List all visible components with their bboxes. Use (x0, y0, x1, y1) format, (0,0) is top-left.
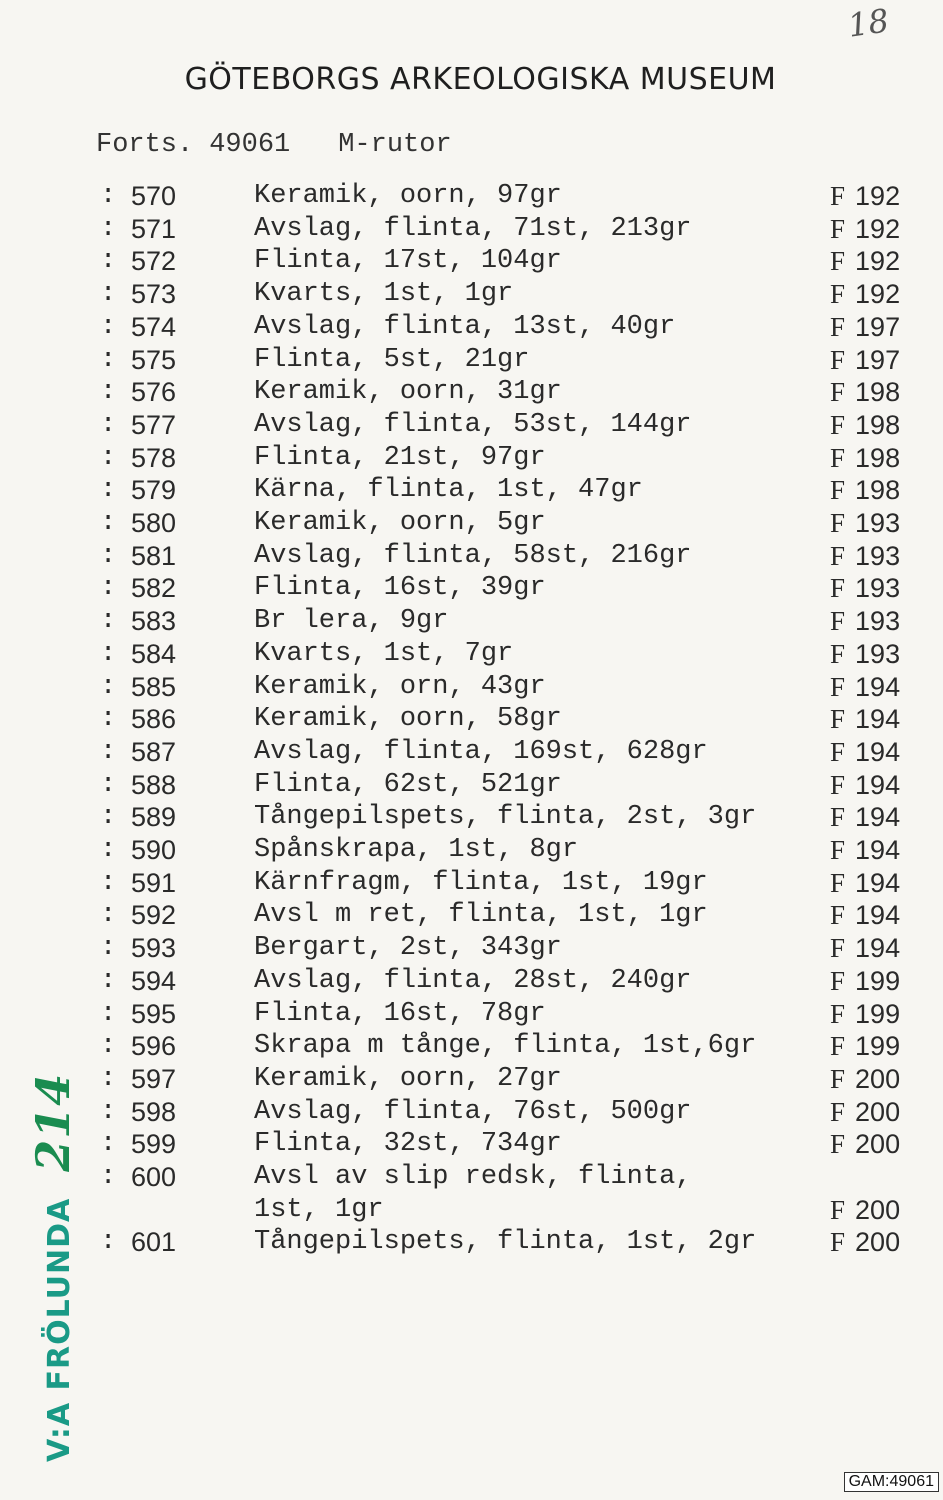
entry-number: 598 (131, 1096, 177, 1127)
entry-number: 589 (131, 802, 177, 833)
row-colon: : (100, 965, 117, 996)
entry-location (830, 638, 900, 673)
entry-description: Flinta, 32st, 734gr (254, 1129, 562, 1160)
entry-description: Flinta, 17st, 104gr (254, 246, 562, 277)
entry-location (830, 213, 900, 248)
location-prefix: F (830, 181, 846, 211)
location-number: 192 (855, 213, 901, 244)
location-number: 194 (855, 835, 901, 865)
row-colon: : (100, 704, 117, 735)
entry-number: 596 (131, 1031, 177, 1062)
location-prefix: F (830, 377, 846, 408)
location-number: 198 (855, 442, 901, 473)
entry-location (830, 736, 900, 771)
location-prefix: F (830, 508, 846, 538)
row-colon: : (100, 377, 117, 408)
location-prefix: F (830, 409, 846, 440)
entry-description: 1st, 1gr (254, 1194, 384, 1225)
list-item (0, 932, 943, 964)
location-prefix: F (830, 311, 846, 342)
location-prefix: F (830, 246, 846, 277)
row-colon: : (100, 933, 117, 964)
location-prefix: F (830, 769, 846, 800)
entry-number: 580 (131, 508, 177, 538)
location-number: 200 (855, 1096, 901, 1127)
entry-number: 588 (131, 769, 177, 800)
location-prefix: F (830, 1063, 846, 1094)
row-colon: : (100, 606, 117, 637)
entry-number: 595 (131, 998, 177, 1029)
entry-number: 585 (131, 671, 177, 702)
list-item (0, 1128, 943, 1160)
entry-description: Avsl av slip redsk, flinta, (254, 1162, 692, 1192)
location-prefix: F (830, 802, 846, 833)
entry-location (830, 801, 900, 836)
entry-description: Flinta, 21st, 97gr (254, 442, 546, 473)
row-colon: : (100, 835, 117, 865)
entry-location (830, 932, 900, 967)
list-item (0, 474, 943, 506)
location-number: 199 (855, 965, 901, 996)
location-prefix: F (830, 442, 846, 473)
location-number: 197 (855, 344, 901, 375)
row-colon: : (100, 508, 117, 538)
location-number: 200 (855, 1063, 901, 1094)
entry-number: 573 (131, 279, 177, 310)
list-item (0, 671, 943, 703)
list-item (0, 769, 943, 801)
location-number: 198 (855, 409, 901, 440)
location-number: 198 (855, 475, 901, 506)
entry-description: Keramik, oorn, 58gr (254, 704, 562, 735)
entry-location (830, 344, 900, 379)
entry-number: 571 (131, 213, 177, 244)
entry-description: Kärna, flinta, 1st, 47gr (254, 475, 643, 506)
location-number: 194 (855, 802, 901, 833)
entry-description: Keramik, oorn, 27gr (254, 1063, 562, 1094)
entry-description: Flinta, 16st, 78gr (254, 998, 546, 1029)
location-prefix: F (830, 475, 846, 506)
list-item (0, 409, 943, 441)
row-colon: : (100, 1096, 117, 1127)
entry-number: 591 (131, 867, 177, 898)
location-number: 193 (855, 638, 901, 669)
row-colon: : (100, 1031, 117, 1062)
entry-number: 593 (131, 933, 177, 964)
entry-description: Keramik, oorn, 31gr (254, 377, 562, 408)
entry-location (830, 703, 900, 738)
entry-number: 600 (131, 1162, 177, 1192)
entry-location (830, 867, 900, 902)
entry-location (830, 180, 900, 215)
list-item (0, 638, 943, 670)
row-colon: : (100, 671, 117, 702)
location-prefix: F (830, 998, 846, 1029)
row-colon: : (100, 638, 117, 669)
entry-location (830, 442, 900, 477)
location-prefix: F (830, 965, 846, 996)
entry-location (830, 1096, 900, 1131)
row-colon: : (100, 344, 117, 375)
entry-location (830, 376, 900, 411)
entry-number: 592 (131, 900, 177, 931)
location-number: 194 (855, 769, 901, 800)
entry-number: 594 (131, 965, 177, 996)
entry-description: Spånskrapa, 1st, 8gr (254, 835, 579, 865)
list-item (0, 376, 943, 408)
location-prefix: F (830, 1096, 846, 1127)
entry-description: Keramik, orn, 43gr (254, 671, 546, 702)
location-number: 194 (855, 867, 901, 898)
row-colon: : (100, 802, 117, 833)
location-number: 199 (855, 1031, 901, 1062)
list-item (0, 311, 943, 343)
location-prefix: F (830, 638, 846, 669)
list-item (0, 899, 943, 931)
location-number: 194 (855, 704, 901, 735)
row-colon: : (100, 867, 117, 898)
location-prefix: F (830, 213, 846, 244)
entry-location (830, 1194, 900, 1229)
location-prefix: F (830, 900, 846, 931)
museum-title: GÖTEBORGS ARKEOLOGISKA MUSEUM (184, 62, 777, 97)
entry-number: 577 (131, 409, 177, 440)
header-prefix: Forts. (96, 130, 194, 160)
location-number: 199 (855, 998, 901, 1029)
list-item (0, 507, 943, 539)
entry-description: Tångepilspets, flinta, 2st, 3gr (254, 802, 757, 833)
entry-location (830, 899, 900, 934)
entry-location (830, 769, 900, 804)
entry-location (830, 1161, 840, 1196)
entry-description: Avslag, flinta, 53st, 144gr (254, 409, 692, 440)
entry-location (830, 1226, 900, 1261)
entry-location (830, 311, 900, 346)
list-item (0, 1096, 943, 1128)
reference-tag: GAM:49061 (844, 1472, 939, 1492)
row-colon: : (100, 409, 117, 440)
entry-location (830, 1030, 900, 1065)
entry-number: 587 (131, 736, 177, 767)
list-item (0, 801, 943, 833)
location-number: 194 (855, 933, 901, 964)
header-catalog-number: 49061 (209, 130, 291, 160)
entry-location (830, 474, 900, 509)
entry-location (830, 1063, 900, 1098)
entry-number: 572 (131, 246, 177, 277)
list-item (0, 605, 943, 637)
entry-description: Flinta, 5st, 21gr (254, 344, 530, 375)
location-number: 200 (855, 1129, 901, 1160)
row-colon: : (100, 1129, 117, 1160)
row-colon: : (100, 311, 117, 342)
location-number: 193 (855, 573, 901, 604)
location-number: 193 (855, 508, 901, 538)
list-item (0, 442, 943, 474)
row-colon: : (100, 475, 117, 506)
entry-description: Avslag, flinta, 28st, 240gr (254, 965, 692, 996)
entry-location (830, 834, 900, 869)
entry-number: 576 (131, 377, 177, 408)
list-item (0, 180, 943, 212)
list-item (0, 572, 943, 604)
list-item (0, 540, 943, 572)
location-prefix: F (830, 279, 846, 310)
location-prefix: F (830, 933, 846, 964)
list-item (0, 213, 943, 245)
entry-location (830, 245, 900, 280)
row-colon: : (100, 1063, 117, 1094)
entry-description: Tångepilspets, flinta, 1st, 2gr (254, 1227, 757, 1258)
row-colon: : (100, 540, 117, 571)
entry-location (830, 540, 900, 575)
list-item (0, 867, 943, 899)
entry-number: 584 (131, 638, 177, 669)
location-prefix: F (830, 540, 846, 571)
entry-description: Br lera, 9gr (254, 606, 449, 637)
row-colon: : (100, 181, 117, 211)
entry-description: Flinta, 16st, 39gr (254, 573, 546, 604)
entry-location (830, 572, 900, 607)
row-colon: : (100, 442, 117, 473)
row-colon: : (100, 736, 117, 767)
entry-description: Avslag, flinta, 13st, 40gr (254, 311, 676, 342)
site-name: V:A FRÖLUNDA (42, 1197, 77, 1462)
location-number: 197 (855, 311, 901, 342)
list-item (0, 703, 943, 735)
entry-number: 582 (131, 573, 177, 604)
entry-location (830, 605, 900, 640)
handwritten-page-number: 18 (845, 1, 892, 45)
entry-number: 578 (131, 442, 177, 473)
list-item (0, 245, 943, 277)
location-prefix: F (830, 835, 846, 865)
entry-description: Bergart, 2st, 343gr (254, 933, 562, 964)
row-colon: : (100, 1162, 117, 1192)
entry-description: Skrapa m tånge, flinta, 1st,6gr (254, 1031, 757, 1062)
header-section: M-rutor (338, 130, 452, 160)
entry-location (830, 278, 900, 313)
list-item (0, 998, 943, 1030)
location-number: 194 (855, 671, 901, 702)
location-prefix: F (830, 1129, 846, 1160)
list-item (0, 278, 943, 310)
location-number: 192 (855, 279, 901, 310)
row-colon: : (100, 246, 117, 277)
location-number: 193 (855, 606, 901, 637)
location-prefix: F (830, 1031, 846, 1062)
row-colon: : (100, 213, 117, 244)
location-prefix: F (830, 867, 846, 898)
location-number: 194 (855, 736, 901, 767)
entry-description: Kvarts, 1st, 1gr (254, 279, 514, 310)
location-prefix: F (830, 1194, 846, 1225)
list-item (0, 1194, 943, 1226)
entry-number: 590 (131, 835, 177, 865)
entry-number: 581 (131, 540, 177, 571)
entry-number: 575 (131, 344, 177, 375)
row-colon: : (100, 998, 117, 1029)
location-number: 200 (855, 1194, 901, 1225)
list-item (0, 834, 943, 866)
location-prefix: F (830, 736, 846, 767)
entry-location (830, 671, 900, 706)
entry-description: Avslag, flinta, 169st, 628gr (254, 736, 708, 767)
entry-description: Keramik, oorn, 97gr (254, 181, 562, 211)
site-label (26, 1073, 80, 1462)
entry-location (830, 965, 900, 1000)
location-prefix: F (830, 573, 846, 604)
entry-location (830, 507, 900, 542)
list-item (0, 1161, 943, 1193)
entry-number: 586 (131, 704, 177, 735)
row-colon: : (100, 573, 117, 604)
row-colon: : (100, 1227, 117, 1258)
entry-description: Avslag, flinta, 58st, 216gr (254, 540, 692, 571)
entry-number: 597 (131, 1063, 177, 1094)
location-number: 198 (855, 377, 901, 408)
entry-description: Kärnfragm, flinta, 1st, 19gr (254, 867, 708, 898)
list-item (0, 1226, 943, 1258)
entry-description: Avslag, flinta, 76st, 500gr (254, 1096, 692, 1127)
catalog-header (96, 130, 452, 160)
entry-description: Avslag, flinta, 71st, 213gr (254, 213, 692, 244)
entry-number: 570 (131, 181, 177, 211)
entry-number: 601 (131, 1227, 177, 1258)
location-number: 192 (855, 246, 901, 277)
location-prefix: F (830, 344, 846, 375)
entry-number: 579 (131, 475, 177, 506)
entry-location (830, 409, 900, 444)
entry-description: Avsl m ret, flinta, 1st, 1gr (254, 900, 708, 931)
location-prefix: F (830, 606, 846, 637)
handwritten-number: 214 (26, 1072, 80, 1172)
entry-description: Keramik, oorn, 5gr (254, 508, 546, 538)
location-number: 194 (855, 900, 901, 931)
entry-number: 583 (131, 606, 177, 637)
location-prefix: F (830, 704, 846, 735)
location-prefix: F (830, 671, 846, 702)
row-colon: : (100, 769, 117, 800)
list-item (0, 965, 943, 997)
location-number: 192 (855, 181, 901, 211)
entry-location (830, 998, 900, 1033)
entry-number: 574 (131, 311, 177, 342)
location-number: 200 (855, 1227, 901, 1258)
list-item (0, 1063, 943, 1095)
entry-description: Kvarts, 1st, 7gr (254, 638, 514, 669)
row-colon: : (100, 900, 117, 931)
list-item (0, 344, 943, 376)
entry-number: 599 (131, 1129, 177, 1160)
location-prefix: F (830, 1227, 846, 1258)
list-item (0, 1030, 943, 1062)
list-item (0, 736, 943, 768)
row-colon: : (100, 279, 117, 310)
location-number: 193 (855, 540, 901, 571)
entry-description: Flinta, 62st, 521gr (254, 769, 562, 800)
entry-location (830, 1128, 900, 1163)
